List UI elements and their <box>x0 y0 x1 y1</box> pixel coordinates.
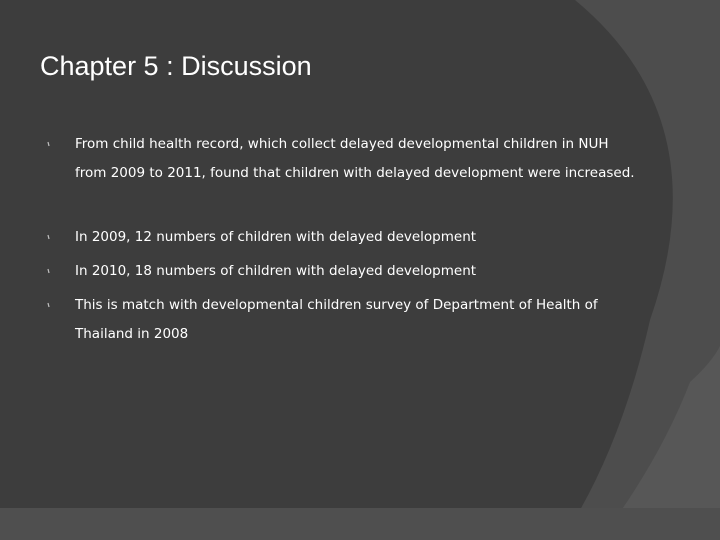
bullet-text: This is match with developmental children survey of Department of Health of Thailand in 2008 <box>75 297 598 342</box>
bullet-tick-icon <box>45 223 57 251</box>
bottom-band <box>0 508 720 540</box>
bullet-tick-icon <box>45 291 57 319</box>
bullet-tick-icon <box>45 130 57 158</box>
bullet-text: In 2010, 18 numbers of children with delayed development <box>75 263 477 279</box>
slide-title: Chapter 5 : Discussion <box>40 51 312 81</box>
bullet-tick-icon <box>45 257 57 285</box>
bullet-text: In 2009, 12 numbers of children with delayed development <box>75 229 477 245</box>
bullet-text: From child health record, which collect delayed developmental children in NUH from 2009 to 2011, found that children with delayed development were increased. <box>75 136 635 181</box>
